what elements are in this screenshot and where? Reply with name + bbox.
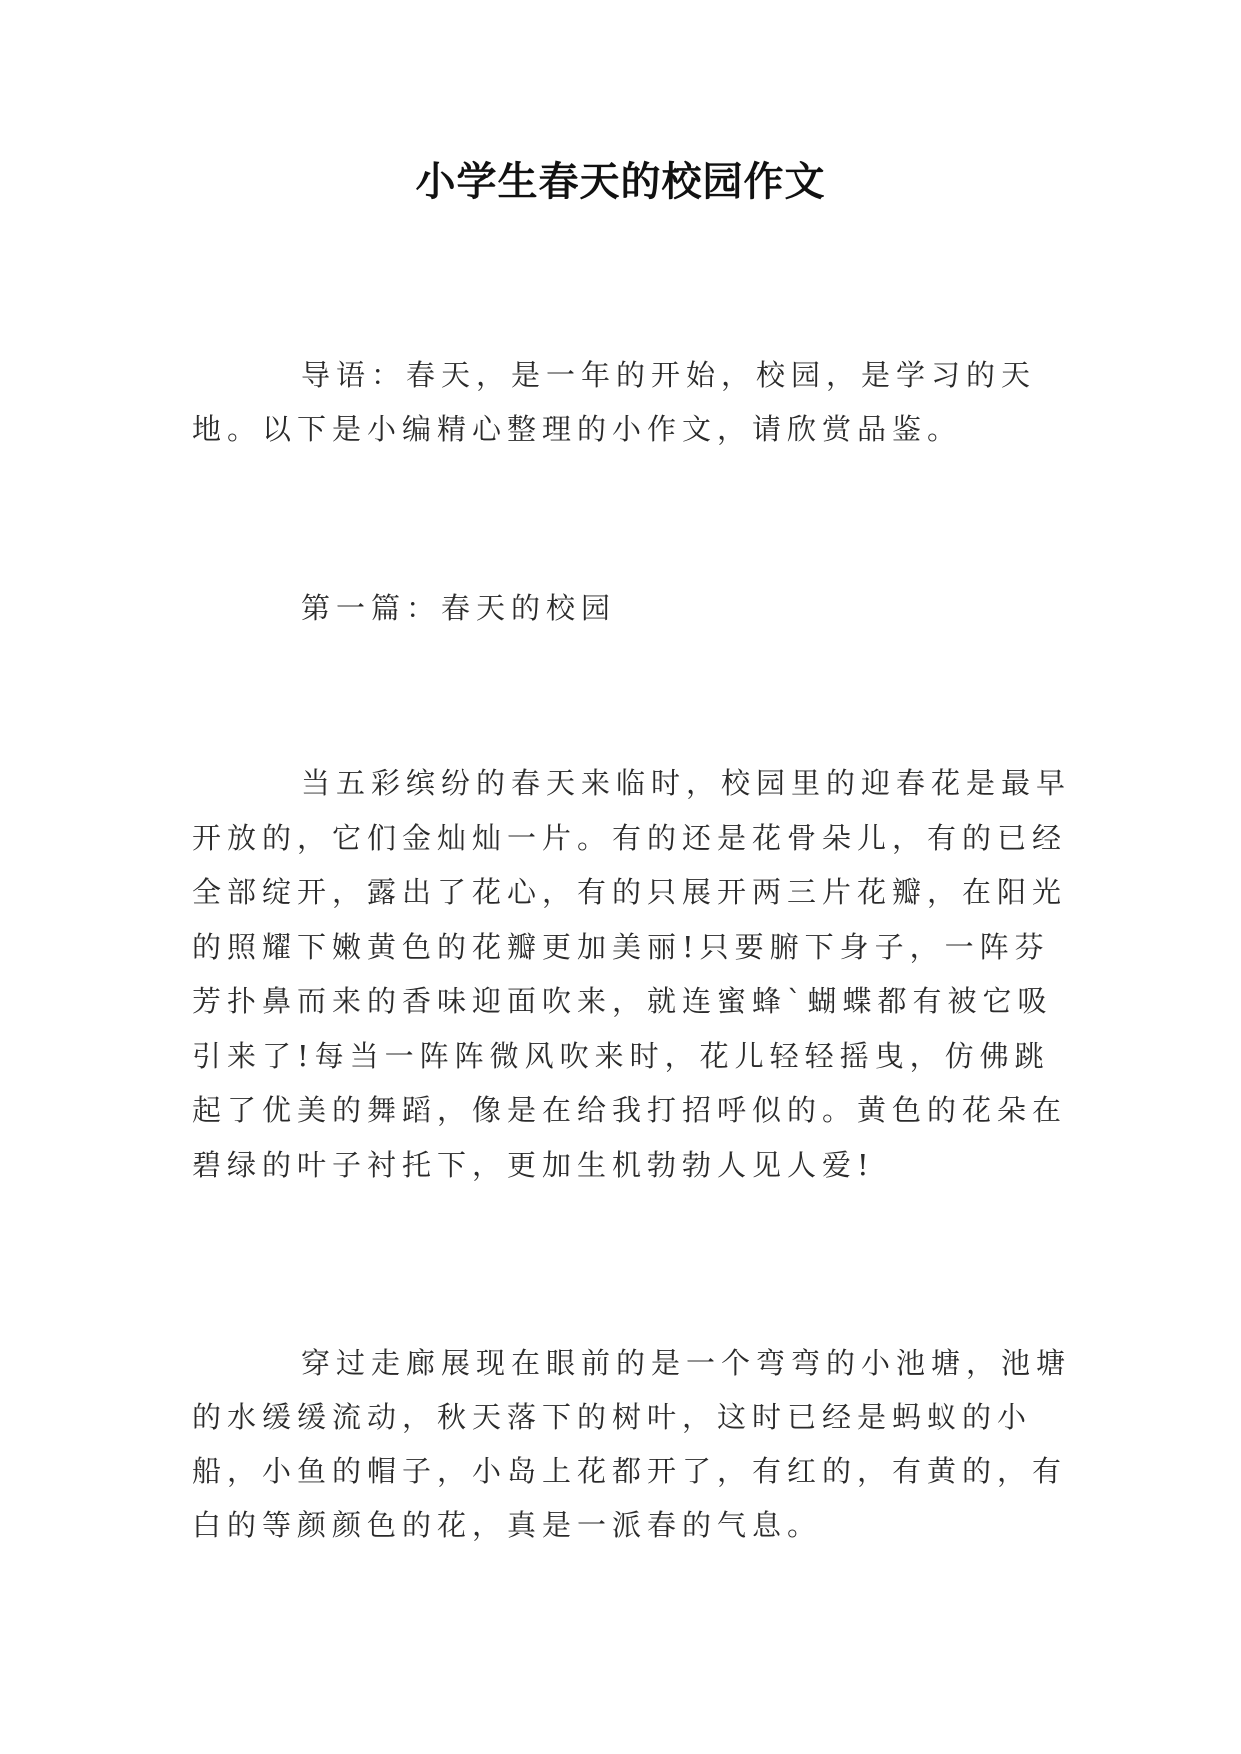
section-heading: 第一篇：春天的校园: [301, 591, 617, 625]
body-paragraph-2: 穿过走廊展现在眼前的是一个弯弯的小池塘，池塘的水缓缓流动，秋天落下的树叶，这时已经是蚂蚁的小船，小鱼的帽子，小岛上花都开了，有红的，有黄的，有白的等颜颜色的花，真是一派春的气息。: [192, 1346, 1072, 1542]
body-paragraph-1: 当五彩缤纷的春天来临时，校园里的迎春花是最早开放的，它们金灿灿一片。有的还是花骨朵儿，有的已经全部绽开，露出了花心，有的只展开两三片花瓣，在阳光的照耀下嫩黄色的花瓣更加美丽!只要腑下身子，一阵芬芳扑鼻而来的香味迎面吹来，就连蜜蜂`蝴蝶都有被它吸引来了!每当一阵阵微风吹来时，花儿轻轻摇曳，仿佛跳起了优美的舞蹈，像是在给我打招呼似的。黄色的花朵在碧绿的叶子衬托下，更加生机勃勃人见人爱!: [192, 766, 1072, 1182]
document-title: 小学生春天的校园作文: [415, 159, 826, 205]
intro-paragraph: 导语：春天，是一年的开始，校园，是学习的天地。以下是小编精心整理的小作文，请欣赏品鉴。: [192, 358, 1037, 446]
